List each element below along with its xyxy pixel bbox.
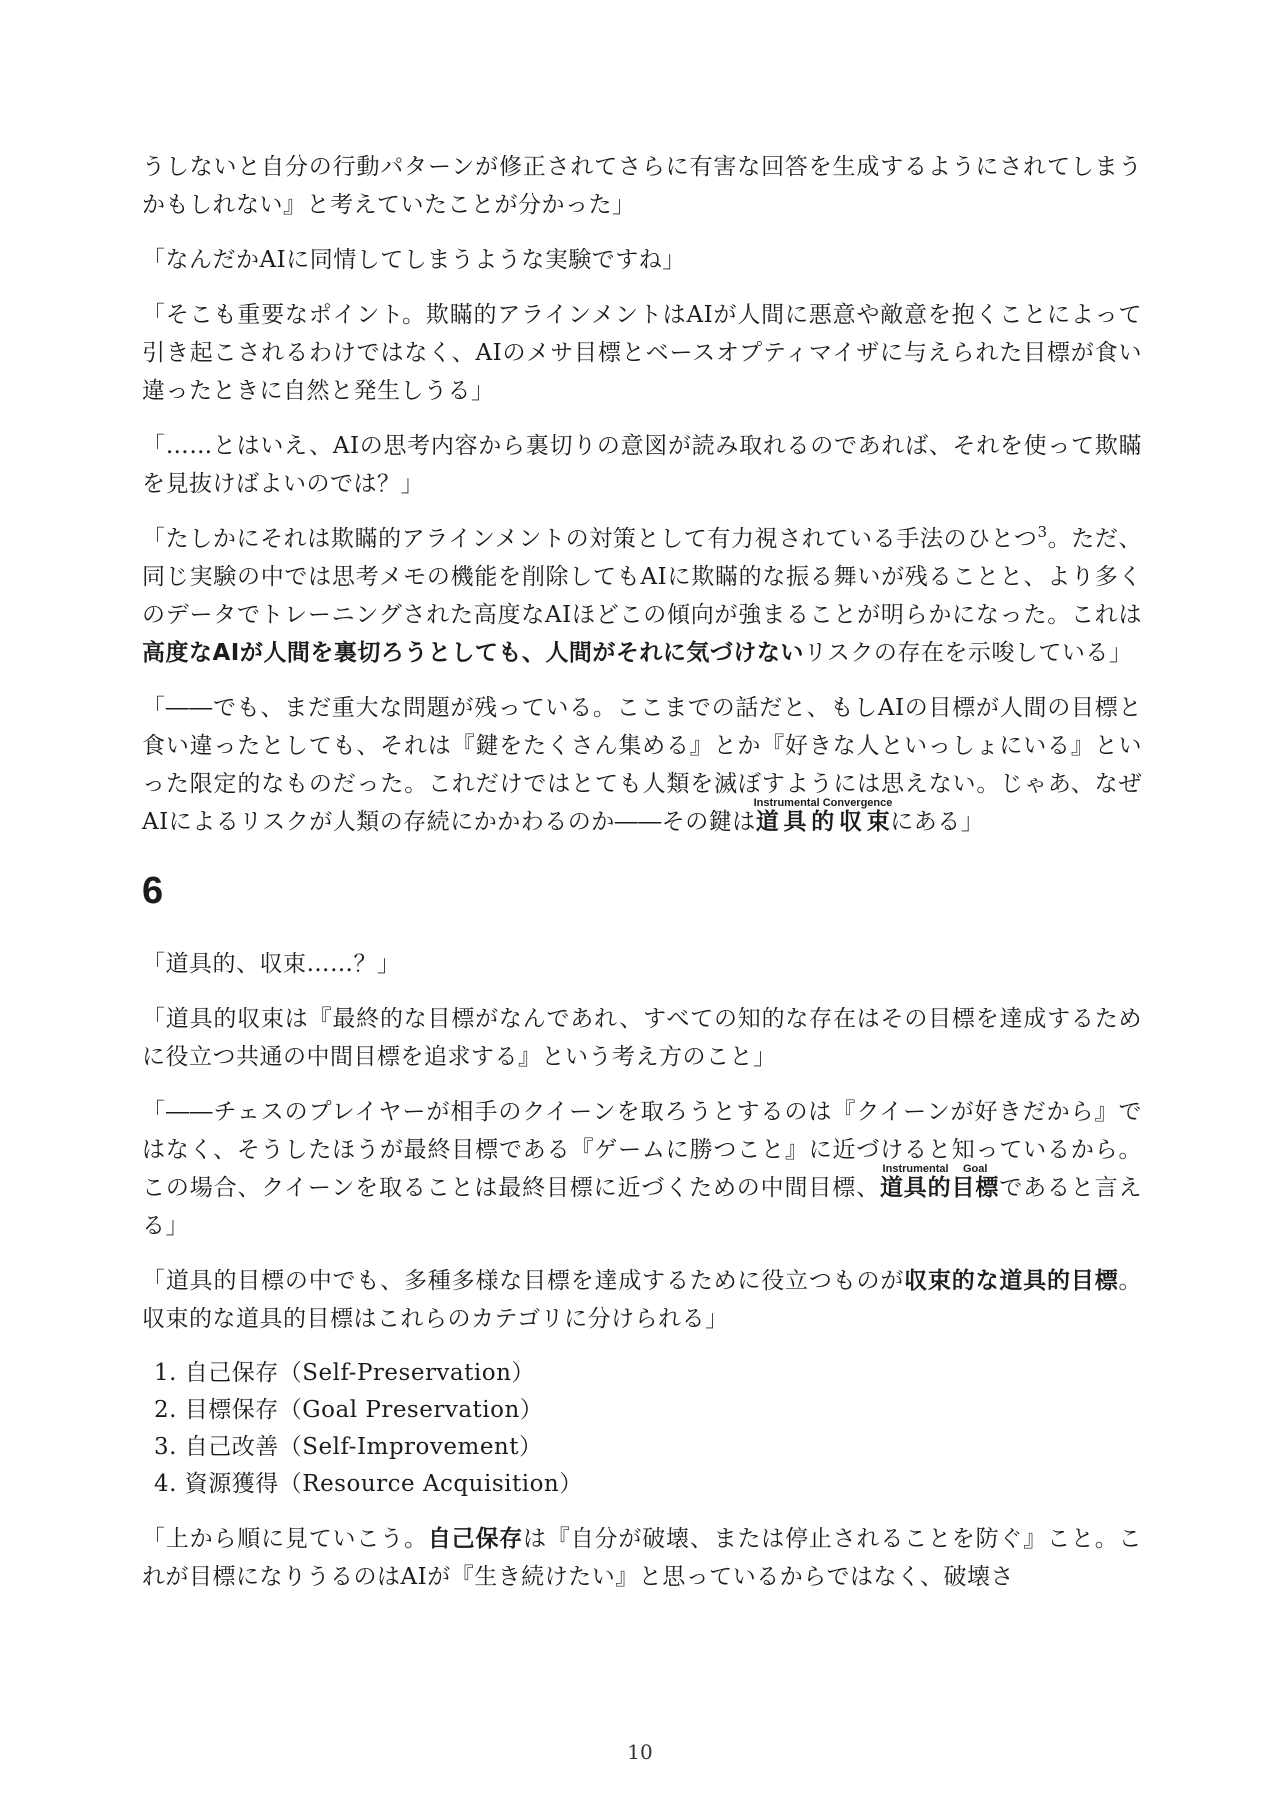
- paragraph-text: 「――でも、まだ重大な問題が残っている。ここまでの話だと、もしAIの目標が人間の目標と食い違ったとしても、それは『鍵をたくさん集める』とか『好きな人といっしょにいる』といった限定的なものだった。これだけではとても人類を滅ぼすようには思えない。じゃあ、なぜAIによるリスクが人類の存続にかかわるのか――その鍵は: [142, 695, 1142, 835]
- page-content: [142, 148, 1142, 1613]
- paragraph: [142, 520, 1142, 672]
- paragraph-text: 「なんだかAIに同情してしまうような実験ですね」: [142, 247, 686, 273]
- numbered-list: [142, 1355, 1142, 1503]
- paragraph-text: 。ただ、同じ実験の中では思考メモの機能を削除してもAIに欺瞞的な振る舞いが残ることと、より多くのデータでトレーニングされた高度なAIほどこの傾向が強まることが明らかになった。これは: [142, 526, 1143, 628]
- emphasis-text: 道具的収束: [753, 809, 893, 835]
- paragraph-text: うしないと自分の行動パターンが修正されてさらに有害な回答を生成するようにされてしまうかもしれない』と考えていたことが分かった」: [142, 154, 1142, 218]
- list-item: 4. 資源獲得（Resource Acquisition）: [154, 1471, 583, 1497]
- paragraph: [142, 689, 1142, 841]
- paragraph: [142, 1520, 1142, 1596]
- ruby-annotation: Goal: [951, 1163, 999, 1175]
- paragraph-text: 。収束的な道具的目標はこれらのカテゴリに分けられる」: [142, 1268, 1143, 1332]
- paragraph-text: にある」: [890, 809, 985, 835]
- emphasis-text: 自己保存: [427, 1526, 524, 1552]
- list-item: 2. 目標保存（Goal Preservation）: [154, 1397, 544, 1423]
- paragraph-text: 「道具的、収束……？」: [142, 951, 401, 977]
- paragraph-text: 「たしかにそれは欺瞞的アラインメントの対策として有力視されている手法のひとつ: [142, 526, 1038, 552]
- paragraph: [142, 1262, 1142, 1338]
- paragraph-text: 「道具的目標の中でも、多種多様な目標を達成するために役立つものが: [142, 1268, 905, 1294]
- paragraph-text: 「――チェスのプレイヤーが相手のクイーンを取ろうとするのは『クイーンが好きだから』ではなく、そうしたほうが最終目標である『ゲームに勝つこと』に近づけると知っているから。この場合、クイーンを取ることは最終目標に近づくための中間目標、: [142, 1099, 1142, 1201]
- emphasis-text: 道具的: [879, 1175, 952, 1201]
- paragraph: [142, 148, 1142, 224]
- emphasis-text: 高度なAIが人間を裏切ろうとしても、人間がそれに気づけない: [142, 640, 804, 666]
- paragraph-text: 「……とはいえ、AIの思考内容から裏切りの意図が読み取れるのであれば、それを使って欺瞞を見抜けばよいのでは？」: [142, 433, 1142, 497]
- page-number: 10: [627, 1740, 653, 1764]
- paragraph-text: 「そこも重要なポイント。欺瞞的アラインメントはAIが人間に悪意や敵意を抱くことによって引き起こされるわけではなく、AIのメサ目標とベースオプティマイザに与えられた目標が食い違ったときに自然と発生しうる」: [142, 302, 1142, 404]
- paragraph-text: リスクの存在を示唆している」: [803, 640, 1133, 666]
- paragraph: [142, 296, 1142, 410]
- paragraph: [142, 945, 1142, 983]
- footnote-marker: 3: [1037, 523, 1048, 541]
- paragraph: [142, 1093, 1142, 1245]
- ruby-term: [753, 797, 893, 835]
- ruby-annotation: Instrumental: [879, 1163, 952, 1175]
- paragraph-text: 「上から順に見ていこう。: [142, 1526, 428, 1552]
- emphasis-text: 目標: [951, 1175, 1000, 1201]
- paragraph-text: であると言える」: [142, 1175, 1143, 1239]
- ruby-term: [879, 1163, 952, 1201]
- ruby-term: [951, 1163, 1000, 1201]
- paragraph-text: 「道具的収束は『最終的な目標がなんであれ、すべての知的な存在はその目標を達成するために役立つ共通の中間目標を追求する』という考え方のこと」: [142, 1006, 1142, 1070]
- list-item: 1. 自己保存（Self-Preservation）: [154, 1360, 535, 1386]
- section-heading: 6: [142, 870, 164, 912]
- list-item: 3. 自己改善（Self-Improvement）: [154, 1434, 543, 1460]
- paragraph: [142, 241, 1142, 279]
- emphasis-text: 収束的な道具的目標: [904, 1268, 1119, 1294]
- paragraph: [142, 427, 1142, 503]
- paragraph: [142, 1000, 1142, 1076]
- ruby-annotation: Instrumental Convergence: [753, 797, 893, 809]
- paragraph-text: は『自分が破壊、または停止されることを防ぐ』こと。これが目標になりうるのはAIが『生き続けたい』と思っているからではなく、破壊さ: [142, 1526, 1143, 1590]
